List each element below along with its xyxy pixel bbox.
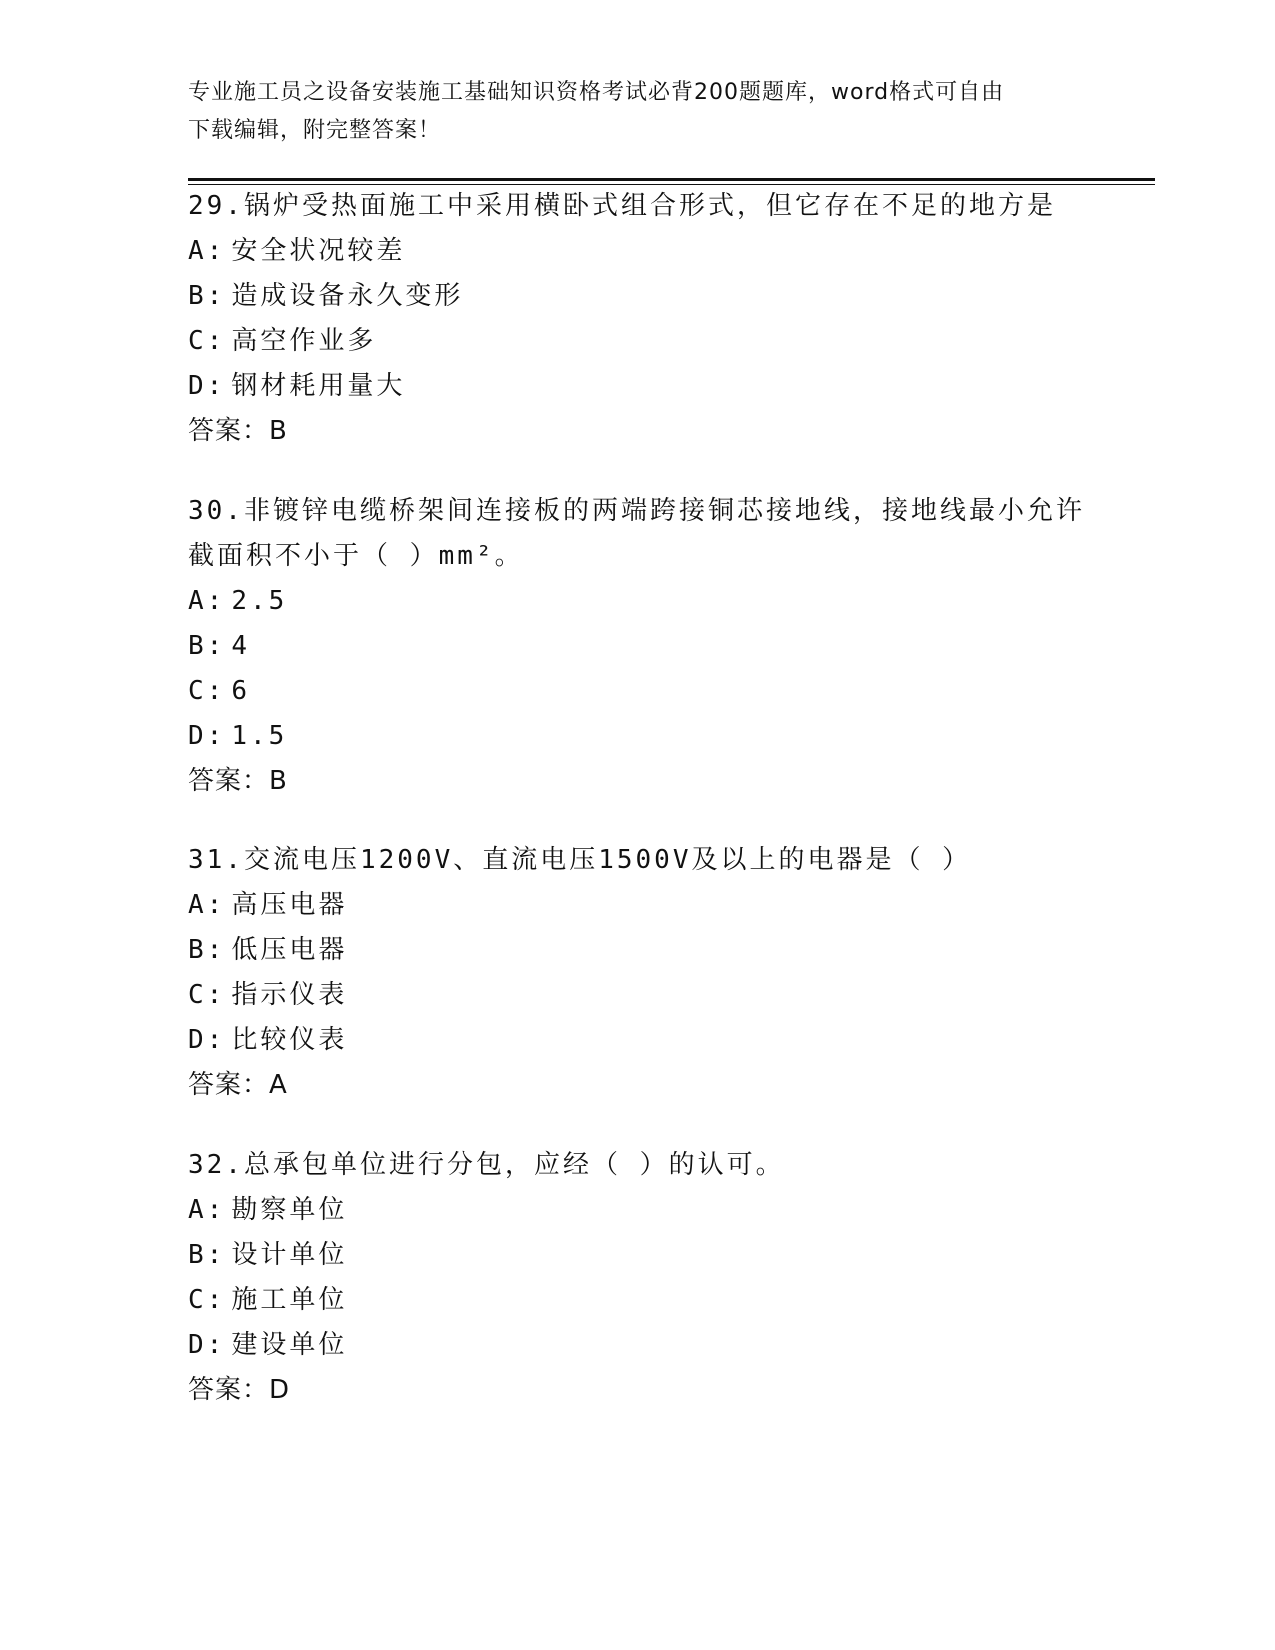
question-stem-line-2: 截面积不小于（ ）mm²。 xyxy=(188,541,524,571)
option-b xyxy=(188,274,1088,319)
question-29 xyxy=(188,184,1088,454)
option-text: 设计单位 xyxy=(231,1240,348,1270)
question-30 xyxy=(188,489,1088,804)
option-a xyxy=(188,229,1088,274)
option-text: 2.5 xyxy=(231,586,288,616)
header-line-2: 下载编辑，附完整答案！ xyxy=(188,118,442,143)
answer: 答案：D xyxy=(188,1375,291,1405)
option-key: A: xyxy=(188,586,226,616)
option-key: D: xyxy=(188,721,226,751)
option-c xyxy=(188,973,1088,1018)
option-key: D: xyxy=(188,1025,226,1055)
option-b xyxy=(188,624,1088,669)
option-c xyxy=(188,1278,1088,1323)
option-d xyxy=(188,714,1088,759)
option-key: D: xyxy=(188,371,226,401)
option-a xyxy=(188,579,1088,624)
option-key: B: xyxy=(188,631,226,661)
option-text: 造成设备永久变形 xyxy=(231,281,464,311)
option-c xyxy=(188,669,1088,714)
option-key: D: xyxy=(188,1330,226,1360)
option-text: 比较仪表 xyxy=(231,1025,348,1055)
answer: 答案：B xyxy=(188,416,288,446)
option-c xyxy=(188,319,1088,364)
option-text: 勘察单位 xyxy=(231,1195,348,1225)
question-stem: 31.交流电压1200V、直流电压1500V及以上的电器是（ ） xyxy=(188,845,972,875)
option-text: 低压电器 xyxy=(231,935,348,965)
option-key: A: xyxy=(188,1195,226,1225)
option-key: B: xyxy=(188,1240,226,1270)
option-b xyxy=(188,1233,1088,1278)
question-31 xyxy=(188,838,1088,1108)
option-key: C: xyxy=(188,676,226,706)
option-text: 6 xyxy=(231,676,250,706)
document-header xyxy=(188,74,1068,150)
option-text: 指示仪表 xyxy=(231,980,348,1010)
option-key: A: xyxy=(188,236,226,266)
option-b xyxy=(188,928,1088,973)
option-text: 高空作业多 xyxy=(231,326,377,356)
option-text: 1.5 xyxy=(231,721,288,751)
question-stem: 29.锅炉受热面施工中采用横卧式组合形式，但它存在不足的地方是 xyxy=(188,191,1056,221)
option-d xyxy=(188,1323,1088,1368)
option-text: 安全状况较差 xyxy=(231,236,406,266)
option-text: 建设单位 xyxy=(231,1330,348,1360)
option-a xyxy=(188,1188,1088,1233)
option-key: A: xyxy=(188,890,226,920)
question-stem-line-1: 30.非镀锌电缆桥架间连接板的两端跨接铜芯接地线，接地线最小允许 xyxy=(188,496,1085,526)
option-key: C: xyxy=(188,326,226,356)
option-key: C: xyxy=(188,1285,226,1315)
option-d xyxy=(188,364,1088,409)
option-key: B: xyxy=(188,935,226,965)
answer: 答案：B xyxy=(188,766,288,796)
option-text: 高压电器 xyxy=(231,890,348,920)
header-divider-thick xyxy=(188,178,1155,181)
question-stem: 32.总承包单位进行分包，应经（ ）的认可。 xyxy=(188,1150,785,1180)
option-text: 施工单位 xyxy=(231,1285,348,1315)
question-32 xyxy=(188,1143,1088,1413)
option-text: 钢材耗用量大 xyxy=(231,371,406,401)
header-line-1: 专业施工员之设备安装施工基础知识资格考试必背200题题库，word格式可自由 xyxy=(188,80,1005,105)
option-key: C: xyxy=(188,980,226,1010)
answer: 答案：A xyxy=(188,1070,288,1100)
option-key: B: xyxy=(188,281,226,311)
option-d xyxy=(188,1018,1088,1063)
option-text: 4 xyxy=(231,631,250,661)
option-a xyxy=(188,883,1088,928)
